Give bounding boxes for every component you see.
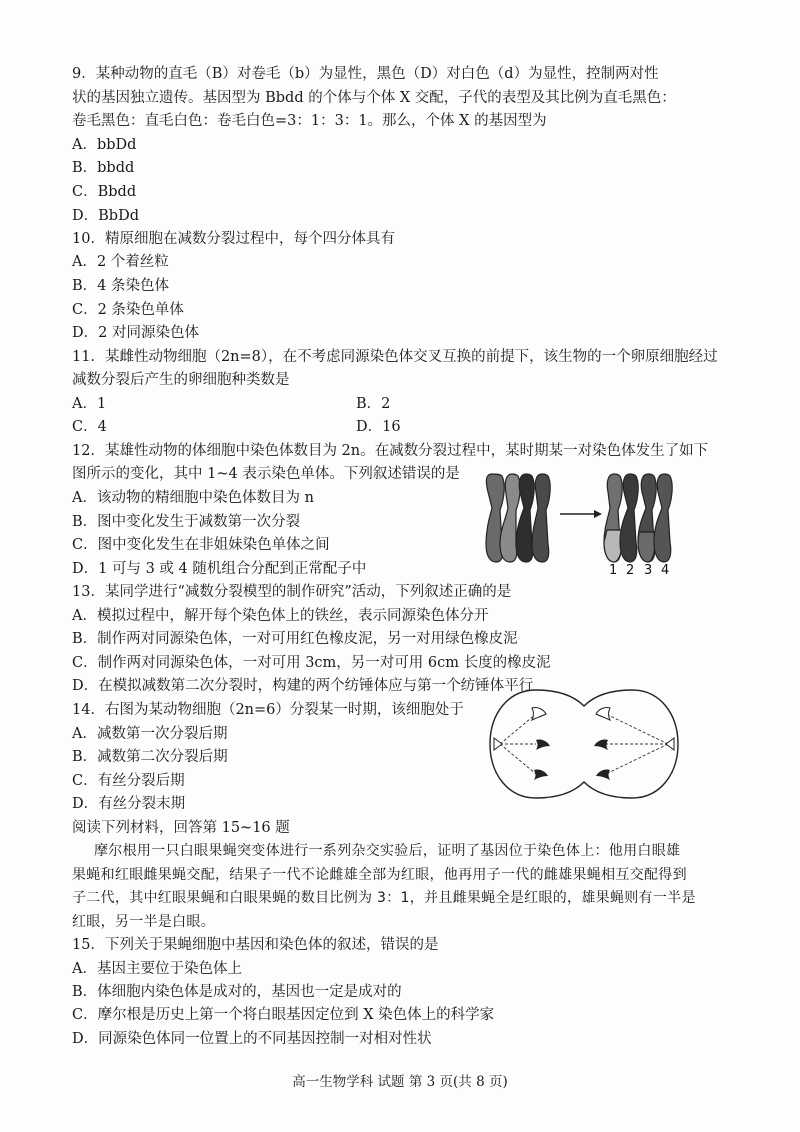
chromosomes-left (532, 707, 550, 780)
q12-stem-line-1: 12．某雄性动物的体细胞中染色体数目为 2n。在减数分裂过程中，某时期某一对染色体发生了如下 (72, 443, 709, 459)
q14-option-b: B．减数第二次分裂后期 (72, 749, 228, 765)
q13-option-a: A．模拟过程中，解开每个染色体上的铁丝，表示同源染色体分开 (72, 608, 489, 624)
q13-option-c: C．制作两对同源染色体，一对可用 3cm，另一对可用 6cm 长度的橡皮泥 (72, 655, 551, 671)
q9-stem-line-3: 卷毛黑色：直毛白色：卷毛白色=3：1：3：1。那么，个体 X 的基因型为 (72, 113, 547, 129)
reading-paragraph-line-3: 子二代，其中红眼果蝇和白眼果蝇的数目比例为 3：1，并且雌果蝇全是红眼的，雄果蝇则有一半是 (72, 890, 696, 906)
q10-option-c: C．2 条染色单体 (72, 302, 184, 318)
q9-stem-line-2: 状的基因独立遗传。基因型为 Bbdd 的个体与个体 X 交配，子代的表型及其比例为直毛黑色： (72, 90, 676, 106)
q9-option-d: D．BbDd (72, 208, 139, 224)
q10-option-d: D．2 对同源染色体 (72, 325, 199, 341)
q12-option-b: B．图中变化发生于减数第一次分裂 (72, 514, 301, 530)
q12-stem-line-2: 图所示的变化，其中 1~4 表示染色单体。下列叙述错误的是 (72, 466, 460, 482)
spindle-fibers (500, 714, 668, 774)
q13-option-b: B．制作两对同源染色体，一对可用红色橡皮泥，另一对用绿色橡皮泥 (72, 631, 518, 647)
reading-paragraph-line-1: 摩尔根用一只白眼果蝇突变体进行一系列杂交实验后，证明了基因位于染色体上：他用白眼雄 (94, 843, 681, 859)
dividing-cell-figure (486, 688, 682, 800)
q10-option-b: B．4 条染色体 (72, 278, 169, 294)
chromatid-label-4: 4 (661, 563, 670, 574)
arrow-icon (560, 510, 602, 518)
q15-option-a: A．基因主要位于染色体上 (72, 961, 242, 977)
q11-option-a: A．1 (72, 396, 107, 412)
q9-option-b: B．bbdd (72, 160, 135, 176)
q14-option-a: A．减数第一次分裂后期 (72, 726, 228, 742)
q10-option-a: A．2 个着丝粒 (72, 254, 169, 270)
q12-option-c: C．图中变化发生在非姐妹染色单体之间 (72, 537, 330, 553)
reading-intro: 阅读下列材料，回答第 15~16 题 (72, 820, 290, 836)
q11-option-d: D．16 (356, 419, 401, 435)
q15-option-c: C．摩尔根是历史上第一个将白眼基因定位到 X 染色体上的科学家 (72, 1007, 495, 1023)
centriole-left-icon (494, 738, 502, 750)
q14-option-c: C．有丝分裂后期 (72, 773, 185, 789)
q13-option-d: D．在模拟减数第二次分裂时，构建的两个纺锤体应与第一个纺锤体平行 (72, 678, 534, 694)
reading-paragraph-line-2: 果蝇和红眼雌果蝇交配，结果子一代不论雌雄全部为红眼，他再用子一代的雌雄果蝇相互交配得到 (72, 867, 687, 883)
q11-stem-line-1: 11．某雌性动物细胞（2n=8），在不考虑同源染色体交叉互换的前提下，该生物的一个卵原细胞经过 (72, 349, 718, 365)
q9-option-c: C．Bbdd (72, 184, 137, 200)
q11-option-c: C．4 (72, 419, 107, 435)
q15-option-b: B．体细胞内染色体是成对的，基因也一定是成对的 (72, 984, 402, 1000)
chromosomes-after-crossover (604, 474, 672, 562)
q9-stem-line-1: 9．某种动物的直毛（B）对卷毛（b）为显性，黑色（D）对白色（d）为显性，控制两对性 (72, 66, 659, 82)
q12-option-d: D．1 可与 3 或 4 随机组合分配到正常配子中 (72, 561, 367, 577)
q11-stem-line-2: 减数分裂后产生的卵细胞种类数是 (72, 372, 290, 388)
q9-option-a: A．bbDd (72, 137, 137, 153)
page-footer: 高一生物学科 试题 第 3 页(共 8 页) (292, 1074, 508, 1090)
chromatid-label-1: 1 (609, 563, 618, 574)
centriole-right-icon (666, 738, 674, 750)
q12-option-a: A．该动物的精细胞中染色体数目为 n (72, 490, 314, 506)
q14-option-d: D．有丝分裂末期 (72, 796, 186, 812)
reading-paragraph-line-4: 红眼，另一半是白眼。 (72, 914, 215, 930)
tetrad-before-crossover (486, 474, 550, 562)
chromatid-label-2: 2 (626, 563, 635, 574)
q15-stem: 15．下列关于果蝇细胞中基因和染色体的叙述，错误的是 (72, 937, 439, 953)
q15-option-d: D．同源染色体同一位置上的不同基因控制一对相对性状 (72, 1031, 432, 1047)
chromatid-label-3: 3 (644, 563, 653, 574)
q11-option-b: B．2 (356, 396, 391, 412)
q10-stem: 10．精原细胞在减数分裂过程中，每个四分体具有 (72, 231, 395, 247)
q14-stem: 14．右图为某动物细胞（2n=6）分裂某一时期，该细胞处于 (72, 702, 464, 718)
crossing-over-figure (482, 470, 692, 574)
q13-stem: 13．某同学进行“减数分裂模型的制作研究”活动，下列叙述正确的是 (72, 584, 512, 600)
